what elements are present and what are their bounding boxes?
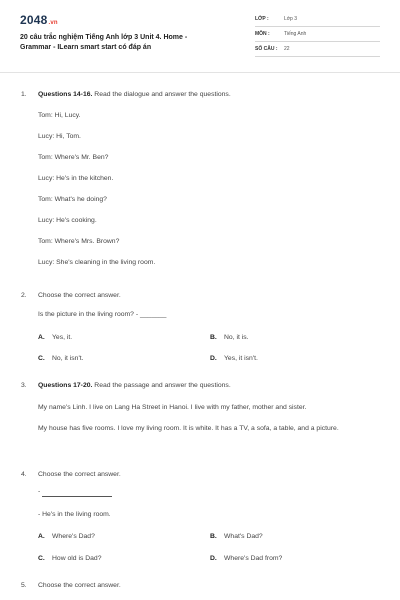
meta-class-label: LỚP :: [255, 16, 269, 22]
question-5-prompt: Choose the correct answer.: [38, 582, 121, 589]
dialogue-line: Tom: Hi, Lucy.: [38, 112, 81, 119]
meta-count-row: [255, 43, 380, 57]
question-2-number: 2.: [21, 292, 27, 299]
answer-option-b[interactable]: [210, 334, 249, 341]
option-text: No, it isn't.: [52, 355, 84, 362]
answer-option-d[interactable]: [210, 355, 258, 362]
passage-paragraph-1: My name's Linh. I live on Lang Ha Street in Hanoi. I live with my father, mother and sister.: [38, 404, 307, 411]
option-letter: D.: [210, 355, 217, 362]
option-text: What's Dad?: [224, 533, 263, 540]
option-letter: B.: [210, 334, 217, 341]
option-text: Yes, it isn't.: [224, 355, 258, 362]
meta-class-row: [255, 13, 380, 27]
logo-suffix: .vn: [48, 20, 58, 26]
option-letter: A.: [38, 533, 45, 540]
dialogue-line: Tom: Where's Mrs. Brown?: [38, 238, 120, 245]
answer-option-d[interactable]: [210, 555, 282, 562]
option-text: How old is Dad?: [52, 555, 102, 562]
meta-count-label: SỐ CÂU :: [255, 46, 278, 52]
meta-subject-value: Tiếng Anh: [284, 31, 307, 37]
option-text: Where's Dad?: [52, 533, 95, 540]
option-letter: B.: [210, 533, 217, 540]
question-3-title: [38, 382, 231, 389]
option-text: No, it is.: [224, 334, 249, 341]
option-letter: D.: [210, 555, 217, 562]
question-2-text: Is the picture in the living room? - _______: [38, 311, 167, 318]
answer-option-a[interactable]: [38, 533, 95, 540]
option-text: Where's Dad from?: [224, 555, 283, 562]
question-3-title-bold: Questions 17-20.: [38, 382, 93, 389]
question-1-title-bold: Questions 14-16.: [38, 91, 93, 98]
document-title: 20 câu trắc nghiệm Tiếng Anh lớp 3 Unit 4. Home - Grammar - ILearn smart start có đáp án: [20, 34, 188, 51]
option-letter: C.: [38, 555, 45, 562]
passage-paragraph-2: My house has five rooms. I love my living room. It is white. It has a TV, a sofa, a table, and a picture.: [38, 425, 339, 432]
option-text: Yes, it.: [52, 334, 73, 341]
option-letter: C.: [38, 355, 45, 362]
answer-option-a[interactable]: [38, 334, 72, 341]
answer-option-c[interactable]: [38, 355, 84, 362]
meta-count-value: 22: [284, 46, 290, 52]
answer-option-b[interactable]: [210, 533, 263, 540]
question-1-title-rest: Read the dialogue and answer the questions.: [92, 91, 231, 98]
logo-main-text: 2048: [20, 13, 48, 27]
question-2-prompt: Choose the correct answer.: [38, 292, 121, 299]
meta-subject-row: [255, 28, 380, 42]
header-divider: [0, 72, 400, 73]
answer-blank-line: [42, 496, 112, 497]
question-4-prompt: Choose the correct answer.: [38, 471, 121, 478]
dialogue-line: Tom: Where's Mr. Ben?: [38, 154, 109, 161]
question-4-dash: -: [38, 488, 41, 495]
site-logo[interactable]: [20, 13, 58, 27]
dialogue-line: Lucy: He's in the kitchen.: [38, 175, 114, 182]
question-1-title: [38, 91, 231, 98]
dialogue-line: Lucy: Hi, Tom.: [38, 133, 81, 140]
dialogue-line: Tom: What's he doing?: [38, 196, 107, 203]
answer-option-c[interactable]: [38, 555, 102, 562]
dialogue-line: Lucy: He's cooking.: [38, 217, 97, 224]
question-5-number: 5.: [21, 582, 27, 589]
question-3-number: 3.: [21, 382, 27, 389]
dialogue-line: Lucy: She's cleaning in the living room.: [38, 259, 156, 266]
meta-subject-label: MÔN :: [255, 31, 270, 37]
question-4-number: 4.: [21, 471, 27, 478]
question-4-answer-line: - He's in the living room.: [38, 511, 111, 518]
option-letter: A.: [38, 334, 45, 341]
question-3-title-rest: Read the passage and answer the questions.: [92, 382, 231, 389]
meta-class-value: Lớp 3: [284, 16, 298, 22]
question-1-number: 1.: [21, 91, 27, 98]
document-header: [0, 0, 400, 70]
